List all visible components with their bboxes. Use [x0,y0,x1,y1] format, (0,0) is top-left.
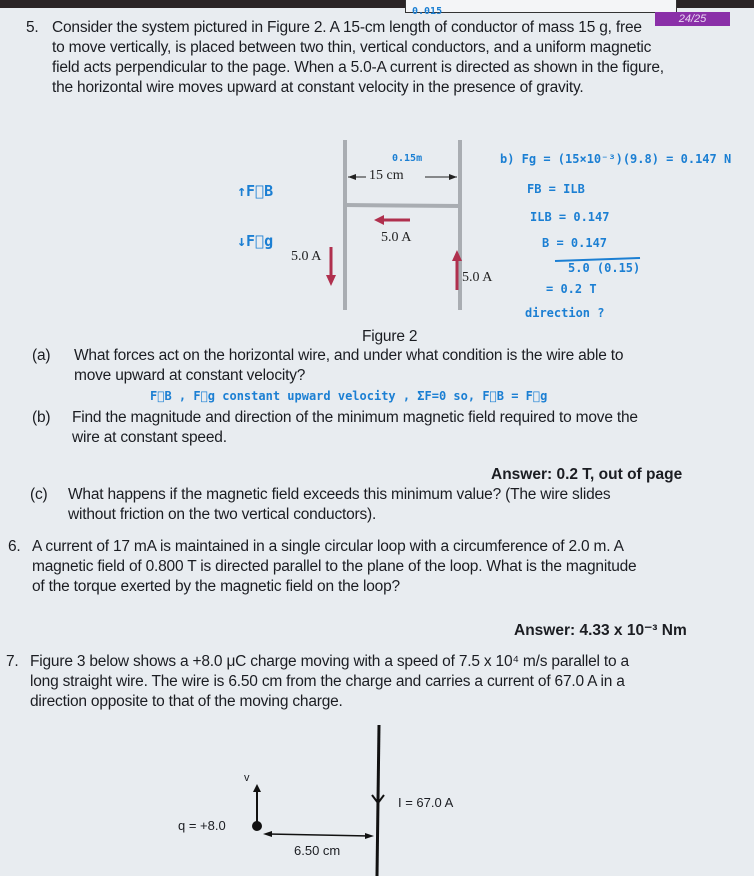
part-c-label: (c) [30,486,48,503]
charge-dot [252,821,262,831]
distance-line [268,834,370,836]
width-label: 15 cm [366,168,407,184]
current-label-left: 5.0 A [291,249,322,264]
question-number: 5. [26,19,39,36]
handwritten-work-line: = 0.2 T [546,282,597,296]
handwritten-work-line: ILB = 0.147 [530,210,610,224]
question-7 [6,652,730,712]
question-6 [8,537,732,597]
text-line: wire at constant speed. [72,429,227,446]
handwritten-force-g: ↓F⃗g [237,232,274,250]
part-c [68,485,748,525]
text-line: long straight wire. The wire is 6.50 cm from the charge and carries a current of 67.0 A in a [30,673,625,690]
handwritten-mass-note: 0.015 [412,6,443,17]
question-number: 7. [6,653,19,670]
handwritten-work-line: 5.0 (0.15) [568,261,641,275]
text-line: field acts perpendicular to the page. When a 5.0-A current is directed as shown in the figure, [52,59,664,76]
charge-label: q = +8.0 [178,818,226,833]
horizontal-wire [345,205,460,206]
text-line: of the torque exerted by the magnetic field on the loop? [32,578,400,595]
handwritten-work-line: b) Fg = (15×10⁻³)(9.8) = 0.147 N [500,152,732,166]
handwritten-force-b: ↑F⃗B [237,182,274,200]
text-line: A current of 17 mA is maintained in a single circular loop with a circumference of 2.0 m. A [32,538,624,555]
current-label: I = 67.0 A [398,795,454,810]
text-line: What happens if the magnetic field exceeds this minimum value? (The wire slides [68,486,611,503]
text-line: magnetic field of 0.800 T is directed parallel to the plane of the loop. What is the magnitude [32,558,637,575]
part-a-label: (a) [32,347,51,364]
text-line: to move vertically, is placed between two thin, vertical conductors, and a uniform magnetic [52,39,652,56]
text-line: move upward at constant velocity? [74,367,306,384]
text-line: Find the magnitude and direction of the minimum magnetic field required to move the [72,409,638,426]
question-number: 6. [8,538,21,555]
score-badge: 24/25 [655,12,730,26]
text-line: direction opposite to that of the moving charge. [30,693,343,710]
handwritten-width-note: 0.15m [392,153,423,164]
current-label-top: 5.0 A [381,230,412,245]
part-a [74,346,744,386]
answer-b: Answer: 0.2 T, out of page [491,466,683,483]
distance-label: 6.50 cm [294,843,341,858]
part-b [72,408,742,448]
answer-6: Answer: 4.33 x 10⁻³ Nm [514,622,687,639]
part-b-label: (b) [32,409,51,426]
text-line: the horizontal wire moves upward at constant velocity in the presence of gravity. [52,79,584,96]
handwritten-answer-a: F⃗B , F⃗g constant upward velocity , ΣF=0 so, F⃗B = F⃗g [150,389,548,403]
handwritten-work-line: FB = ILB [527,182,585,196]
handwritten-work-line: B = 0.147 [542,236,608,250]
velocity-label: v [244,772,250,784]
text-line: Figure 3 below shows a +8.0 μC charge moving with a speed of 7.5 x 10⁴ m/s parallel to a [30,653,629,670]
text-line: Consider the system pictured in Figure 2. A 15-cm length of conductor of mass 15 g, free [52,19,642,36]
current-label-right: 5.0 A [462,270,493,285]
text-line: What forces act on the horizontal wire, and under what condition is the wire able to [74,347,624,364]
figure-2-caption: Figure 2 [362,328,418,345]
text-line: without friction on the two vertical conductors). [68,506,377,523]
handwritten-work-line: direction ? [525,306,605,320]
